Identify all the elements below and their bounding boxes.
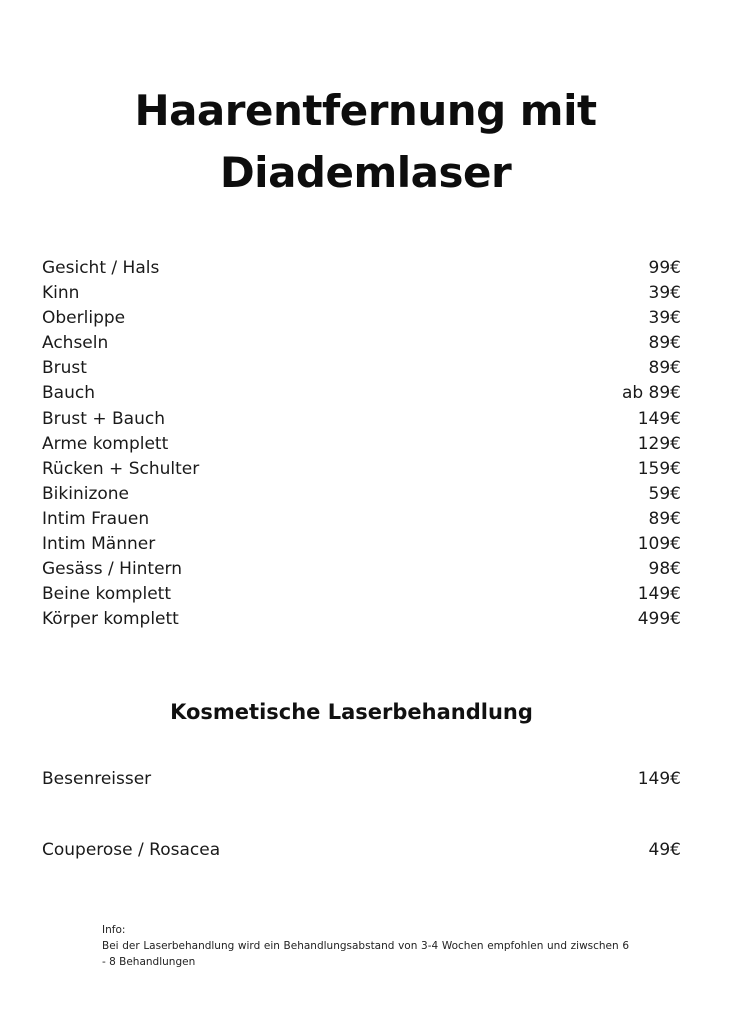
treatment-price: 98€ (648, 559, 681, 580)
page-title (0, 80, 731, 204)
treatment-price: 89€ (648, 508, 681, 529)
price-row (42, 407, 681, 432)
treatment-name: Achseln (42, 333, 109, 354)
price-row (42, 381, 681, 406)
price-row (42, 256, 681, 281)
cosmetic-section-title: Kosmetische Laserbehandlung (170, 700, 533, 724)
price-row (42, 482, 681, 507)
price-row (42, 432, 681, 457)
treatment-price: 109€ (637, 534, 681, 555)
treatment-name: Bikinizone (42, 483, 130, 504)
treatment-name: Brust + Bauch (42, 408, 165, 429)
treatment-name: Kinn (42, 283, 80, 304)
price-row (42, 331, 681, 356)
treatment-price: 149€ (637, 408, 681, 429)
treatment-price: 159€ (637, 458, 681, 479)
cosmetic-price-row (42, 838, 681, 863)
treatment-price: 49€ (648, 840, 681, 860)
price-row (42, 281, 681, 306)
treatment-price: 39€ (648, 308, 681, 329)
price-row (42, 607, 681, 632)
info-text: Bei der Laserbehandlung wird ein Behandlungsabstand von 3-4 Wochen empfohlen und ziwschen 6 - 8 Behandlungen (102, 940, 629, 968)
treatment-price: 149€ (637, 769, 681, 789)
treatment-name: Beine komplett (42, 584, 171, 605)
treatment-price: 499€ (637, 609, 681, 630)
price-row (42, 457, 681, 482)
price-row (42, 532, 681, 557)
price-row (42, 306, 681, 331)
treatment-name: Intim Männer (42, 534, 156, 555)
price-row (42, 356, 681, 381)
hair-removal-price-list (42, 256, 681, 632)
treatment-name: Oberlippe (42, 308, 126, 329)
treatment-price: 89€ (648, 333, 681, 354)
page-title-line-2: Diademlaser (219, 148, 512, 197)
price-row (42, 507, 681, 532)
treatment-name: Bauch (42, 383, 95, 404)
info-label: Info: (102, 924, 126, 936)
treatment-price: 99€ (648, 258, 681, 278)
treatment-price: 59€ (648, 483, 681, 504)
cosmetic-price-row (42, 767, 681, 792)
treatment-name: Rücken + Schulter (42, 458, 200, 479)
price-row (42, 557, 681, 582)
treatment-name: Couperose / Rosacea (42, 840, 221, 860)
treatment-name: Arme komplett (42, 433, 169, 454)
treatment-name: Besenreisser (42, 769, 152, 789)
treatment-price: 149€ (637, 584, 681, 605)
treatment-name: Körper komplett (42, 609, 179, 630)
price-row (42, 582, 681, 607)
info-note (102, 922, 629, 970)
treatment-name: Brust (42, 358, 87, 379)
treatment-price: 39€ (648, 283, 681, 304)
page-title-line-1: Haarentfernung mit (134, 86, 597, 135)
treatment-name: Gesicht / Hals (42, 258, 160, 278)
treatment-name: Intim Frauen (42, 508, 150, 529)
treatment-price: 129€ (637, 433, 681, 454)
treatment-name: Gesäss / Hintern (42, 559, 183, 580)
treatment-price: ab 89€ (621, 383, 681, 404)
treatment-price: 89€ (648, 358, 681, 379)
